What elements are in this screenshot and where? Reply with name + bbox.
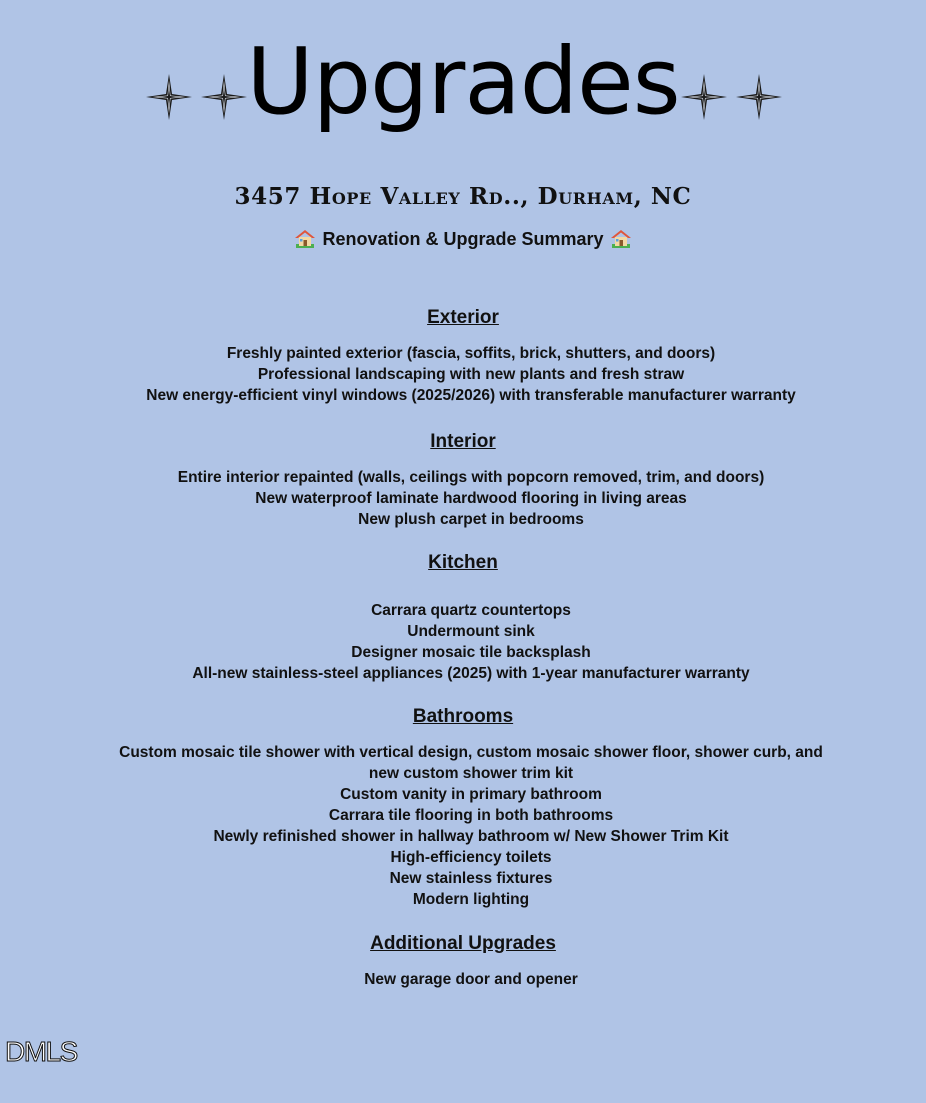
section-items-exterior [110,343,832,406]
dmls-watermark: DMLS [5,1036,77,1067]
section-items-bathrooms [110,742,832,910]
section-heading-additional: Additional Upgrades [370,933,556,954]
list-item: Professional landscaping with new plants and fresh straw [257,366,685,383]
list-item: All-new stainless-steel appliances (2025) with 1-year manufacturer warranty [192,665,750,682]
list-item: Freshly painted exterior (fascia, soffits, brick, shutters, and doors) [226,345,716,362]
four-point-star-icon [736,74,782,120]
list-item: Custom mosaic tile shower with vertical design, custom mosaic shower floor, shower curb, and new custom shower trim kit [119,744,823,782]
list-item: New energy-efficient vinyl windows (2025/2026) with transferable manufacturer warranty [146,387,796,404]
section-heading-bathrooms: Bathrooms [412,706,514,727]
list-item: Undermount sink [407,623,535,640]
section-heading-exterior: Exterior [427,307,499,328]
list-item: Custom vanity in primary bathroom [340,786,602,803]
house-emoji-icon [610,229,632,249]
list-item: Entire interior repainted (walls, ceilings with popcorn removed, trim, and doors) [177,469,765,486]
list-item: Designer mosaic tile backsplash [351,644,591,661]
list-item: New plush carpet in bedrooms [358,511,584,528]
list-item: New stainless fixtures [389,870,553,887]
house-emoji-icon [294,229,316,249]
list-item: Carrara quartz countertops [371,602,571,619]
section-heading-interior: Interior [430,431,496,452]
summary-subtitle [0,229,926,250]
four-point-star-icon [681,74,727,120]
section-items-interior [110,467,832,530]
section-items-kitchen [110,600,832,684]
property-address: 3457 Hope Valley Rd.., Durham, NC [234,183,692,210]
list-item: New waterproof laminate hardwood flooring in living areas [255,490,687,507]
section-items-additional [110,969,832,990]
summary-label: Renovation & Upgrade Summary [322,229,604,249]
section-heading-kitchen: Kitchen [428,552,498,573]
page-title: Upgrades [246,28,680,135]
list-item: Newly refinished shower in hallway bathroom w/ New Shower Trim Kit [213,828,729,845]
list-item: Modern lighting [412,891,530,908]
list-item: New garage door and opener [364,971,578,988]
list-item: Carrara tile flooring in both bathrooms [328,807,614,824]
title-row [0,22,926,142]
list-item: High-efficiency toilets [390,849,552,866]
